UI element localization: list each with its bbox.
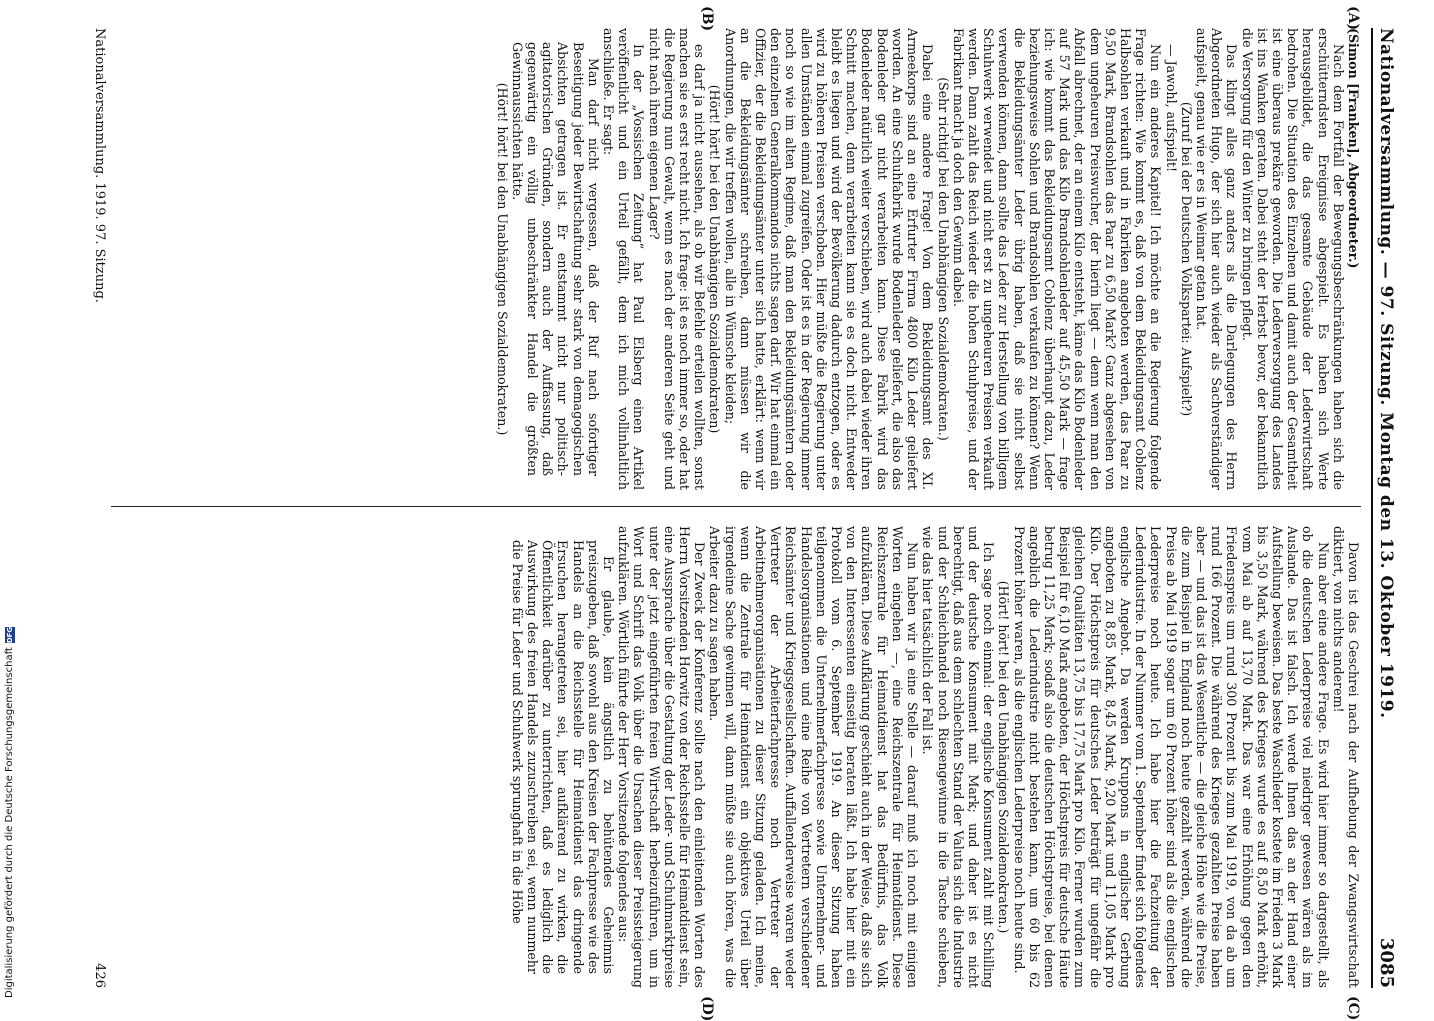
header-title: Nationalversammlung. — 97. Sitzung. Montag den 13. Oktober 1919. bbox=[1376, 28, 1396, 719]
right-column bbox=[121, 526, 1361, 988]
interjection: (Hört! hört! bei den Unabhängigen Sozialdemokraten.) bbox=[996, 580, 1012, 934]
interjection: (Sehr richtig! bei den Unabhängigen Sozialdemokraten.) bbox=[935, 77, 951, 441]
paragraph: Nun aber eine andere Frage. Es wird hier immer so dargestellt, als ob die deutschen Lederpreise viel niedriger gewesen wären als im Auslande. Das ist falsch. Ich werde Ihnen das an der Hand einer Aufstellung beweisen. Das beste Waschleder kostete im Frieden 3 Mark bis 3,50 Mark, während des Krieges wurde es auf 8,50 Mark erhöht, vom Mai ab auf 13,70 Mark. Das war eine Erhöhung gegen den Friedenspreis um rund 300 Prozent bis zum Mai 1919, von da ab um rund 166 Prozent. Die während des Krieges gezahlten Preise haben aber — und das ist das Wesentliche — die gleiche Höhe wie die Preise, die zum Beispiel in England noch heute gezahlt werden, während die Preise ab Mai 1919 sogar um 60 Prozent höher sind als die englischen Lederpreise noch heute. Ich habe hier die Fachzeitung der Lederindustrie. In der Nummer vom 1. September findet sich folgendes englische Angebot. Da werden Kruppons in englischer Gerbung angeboten zu 8,85 Mark, 8,45 Mark, 9,20 Mark und 11,05 Mark pro Kilo. Der Höchstpreis für deutsches Leder beträgt für ungefähr die gleichen Qualitäten 13,75 bis 17,75 Mark pro Kilo. Ferner wurden zum Beispiel für 6,10 Mark angeboten, der Höchstpreis für deutsche Häute betrug 11,25 Mark; sodaß also die deutschen Höchstpreise, bei denen angeblich die Lederindustrie nicht bestehen kann, um 60 bis 62 Prozent höher waren, als die englischen Lederpreise noch heute sind. bbox=[1011, 526, 1331, 988]
rotated-page bbox=[60, 6, 1405, 1021]
footer-left: Nationalversammlung. 1919. 97. Sitzung. bbox=[92, 28, 107, 303]
paragraph: es darf ja nicht aussehen, als ob wir Befehle erteilen wollten, sonst machen sie es erst recht nicht. Ich frage: ist es noch immer so, oder hat die Regierung nun Gewalt, wenn es nach der anderen Seite geht und nicht nach ihrem eigenen Lager? bbox=[646, 28, 708, 490]
margin-marker-b: (B) bbox=[699, 6, 715, 32]
footer-page-number: 426 bbox=[92, 963, 107, 988]
quotation: Er glaube, kein ängstlich zu behütendes Geheimnis preiszugeben, daß sowohl aus den Kreisen der Fachpresse wie des Handels an die Reichsstelle für Heimatdienst das dringende Ersuchen herangetreten sei, hier aufklärend zu wirken, die Öffentlichkeit darüber zu unterrichten, daß es lediglich die Auswirkung des freien Handels zuzuschreiben sei, wenn nunmehr die Preise für Leder und Schuhwerk sprunghaft in die Höhe bbox=[509, 540, 617, 974]
paragraph: Nun ein anderes Kapitel! Ich möchte an die Regierung folgende Frage richten: Wie kommt es, daß von dem Bekleidungsamt Coblenz Halbsohlen verkauft und in Fabriken angeboten werden, das Paar zu 9,50 Mark, Brandsohlen das Paar zu 6,50 Mark? Ganz abgesehen von dem ungeheuren Preiswucher, der hierin liegt — denn wenn man den Abfall abrechnet, der an einem Kilo entsteht, käme das Kilo Bodenleder auf 57 Mark und das Kilo Brandsohlenleder auf 45,50 Mark — frage ich: wie kommt das Bekleidungsamt Coblenz überhaupt dazu, Leder beziehungsweise Sohlen und Brandsohlen verkaufen zu können? Wenn die Bekleidungsämter Leder übrig haben, daß sie nicht selbst verwenden können, dann sollte das Leder zur Herstellung von billigem Schuhwerk verwendet und nicht erst zu ungeheuren Preisen verkauft werden. Dann zahlt das Reich wieder die hohen Schuhpreise, und der Fabrikant macht ja doch den Gewinn dabei. bbox=[950, 28, 1164, 490]
paragraph: Nun haben wir ja eine Stelle — darauf muß ich noch mit einigen Worten eingehen —, eine Reichszentrale für Heimatdienst. Diese Reichszentrale für Heimatdienst hat das Bedürfnis, das Volk aufzuklären. Diese Aufklärung geschieht auch in der Weise, daß sie sich von den Interessenten einseitig beraten läßt. Ich habe hier mit ein Protokoll vom 6. September 1919. An dieser Sitzung haben teilgenommen die Unternehmerfachpresse sowie Unternehmer- und Handelsorganisationen und eine Reihe von Vertretern verschiedener Reichsämter und Kriegsgesellschaften. Auffallenderweise waren weder Vertreter der Arbeiterfachpresse noch Vertreter der Arbeitnehmerorganisationen zu dieser Sitzung geladen. Ich meine, wenn die Zentrale für Heimatdienst ein objektives Urteil über irgendeine Sache gewinnen will, dann müßte sie auch hören, was die Arbeiter dazu zu sagen haben. bbox=[707, 526, 921, 988]
margin-marker-c: (C) bbox=[1345, 996, 1361, 1021]
page-header bbox=[1371, 28, 1405, 988]
paragraph: Dabei eine andere Frage! Von dem Bekleidungsamt des XI. Armeekorps sind an eine Erfurter Firma 4800 Kilo Leder geliefert worden. An eine Schuhfabrik wurde Bodenleder geliefert, die also das Bodenleder gar nicht verarbeiten kann. Diese Fabrik wird das Bodenleder natürlich weiter verschieben, wird auch dabei wieder ihren Schnitt machen, denn verarbeiten kann sie es doch nicht. Entweder bleibt es liegen und wird der Bevölkerung dadurch entzogen, oder es wird zu höheren Preisen verschoben. Hier müßte die Regierung unter allen Umständen einmal zugreifen. Oder ist es in der Regierung immer noch so wie im alten Regime, daß man den Bekleidungsämtern oder den einzelnen Generalkommandos nichts sagen darf. Wir hat einmal ein Offizier, der die Bekleidungsämter unter sich hatte, erklärt: wenn wir an die Bekleidungsämter schreiben, dann müssen wir die Anordnungen, die wir treffen wollen, alle in Wünsche kleiden; bbox=[722, 28, 936, 490]
paragraph: Das klingt alles ganz anders als die Darlegungen des Herrn Abgeordneten Hugo, der sich hier auch wieder als Sachverständiger aufspielt, genau wie er es in Weimar getan hat. bbox=[1193, 28, 1240, 490]
paragraph: In der „Vossischen Zeitung“ hat Paul Elsberg einen Artikel veröffentlicht und ein Urteil gefällt, dem ich mich vollinhaltlich anschließe. Er sagt: bbox=[601, 28, 647, 490]
paragraph: Nach dem Fortfall der Bewegungsbeschränkungen haben sich die erschütterndsten Ereignisse abgespielt. Es haben sich Werte herausgebildet, die das gesamte Gebäude der Lederwirtschaft bedrohen. Die Situation des Einzelnen und damit auch der Gesamtheit ist eine überaus prekäre geworden. Die Lederversorgung des Landes ist ins Wanken geraten. Dabei steht der Herbst bevor, der bekanntlich die Versorgung für den Winter zu bringen pflegt. bbox=[1239, 28, 1346, 490]
interjection: (Hört! hört! bei den Unabhängigen Sozialdemokraten) bbox=[707, 84, 723, 434]
paragraph: Ich sage noch einmal: der englische Konsument zahlt mit Schilling und der deutsche Konsument mit Mark; und daher ist es nicht berechtigt, daß aus dem schlechten Stand der Valuta sich die Industrie und der Schleichhandel noch Riesengewinne in die Tasche schieben, wie das hier tatsächlich der Fall ist. bbox=[920, 526, 997, 988]
dfg-logo-icon: DFG bbox=[5, 626, 14, 644]
margin-marker-a: (A) bbox=[1345, 6, 1361, 31]
interjection: (Hört! hört! bei den Unabhängigen Sozialdemokraten.) bbox=[494, 82, 510, 436]
page-footer bbox=[87, 28, 107, 988]
column-divider bbox=[111, 506, 1361, 507]
paragraph: Davon ist das Geschrei nach der Aufhebung der Zwangswirtschaft diktiert, von nichts anderem! bbox=[1330, 526, 1361, 988]
interjection: (Zuruf bei der Deutschen Volkspartei: Aufspielt?) bbox=[1178, 101, 1194, 417]
speaker-label: (Simon [Franken], Abgeordneter.) bbox=[1346, 28, 1361, 269]
margin-marker-d: (D) bbox=[699, 996, 715, 1021]
paragraph: Der Zweck der Konferenz sollte nach den einleitenden Worten des Herrn Vorsitzenden Horwitz von der Reichsstelle für Heimatdienst sein, eine Aussprache über die Gestaltung der Leder- und Schuhmarktpreise unter der jetzt eingeführten freien Wirtschaft herbeizuführen, um in Wort und Schrift das Volk über die Ursachen dieser Preissteigerung aufzuklären. Wörtlich führte der Herr Vorsitzende folgendes aus: bbox=[616, 526, 708, 988]
left-column bbox=[121, 28, 1361, 490]
digitization-note bbox=[4, 627, 15, 998]
header-page-number: 3085 bbox=[1376, 937, 1397, 988]
paragraph: — Jawohl, aufspielt! bbox=[1163, 44, 1179, 173]
digitization-text: Digitalisierung gefördert durch die Deutsche Forschungsgemeinschaft bbox=[4, 647, 15, 998]
quotation: Man darf nicht vergessen, daß der Ruf nach sofortiger Beseitigung jeder Bewirtschaftung sehr stark von demagogischen Absichten getragen ist. Er entstammt nicht nur politisch-agitatorischen Gründen, sondern auch der Auffassung, daß gegenwärtig ein völlig unbeschränkter Handel die größten Gewinnaussichten hätte. bbox=[509, 42, 601, 476]
